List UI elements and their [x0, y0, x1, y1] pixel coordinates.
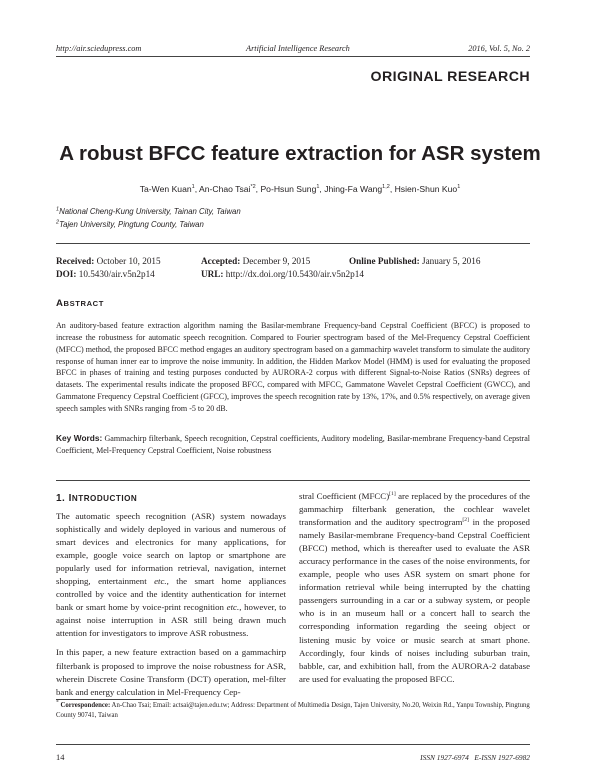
- accepted-date: [201, 256, 310, 266]
- footnote-label: Correspondence:: [60, 702, 111, 709]
- received-date: [56, 256, 161, 266]
- affiliation-text: Tajen University, Pingtung County, Taiwan: [59, 220, 204, 229]
- received-label: Received:: [56, 256, 95, 266]
- header-url[interactable]: http://air.sciedupress.com: [56, 44, 142, 53]
- column-left: [56, 510, 286, 699]
- affiliation-text: National Cheng-Kung University, Tainan City, Taiwan: [59, 207, 241, 216]
- affiliation: [56, 220, 204, 229]
- text-run: are replaced by the procedures of the gammachirp filterbank generation, the cochlear wavelet transformation and the auditory spectrogram: [299, 491, 530, 528]
- abstract-heading-cap: A: [56, 298, 64, 309]
- text-run: in the proposed namely Basilar-membrane Frequency-band Cepstral Coefficient (BFCC) method, which is thereafter used to evaluate the ASR accuracy performance in the cases of the noise environments, for example, people who uses ASR system on smart phone for information retrieval while being interrupted by the chatting passengers surrounding in a car or a subway system, or people who is in an museum hall or a concert hall to search the corresponding information regarding the seeing object or listening music by voice or music search at smart phone. Accordingly, four kinds of noises including suburban train, babble, car, and exhibition hall, from the AURORA-2 database are used for evaluating the proposed BFCC.: [299, 517, 530, 684]
- divider: [56, 243, 530, 244]
- keywords-text: Gammachirp filterbank, Speech recognition, Cepstral coefficients, Auditory modeling, Basilar-membrane Frequency-band Cepstral Coefficient, Mel-Frequency Cepstral Coefficient, Noise robustness: [56, 434, 531, 455]
- affiliation: [56, 207, 241, 216]
- url-line: [201, 269, 364, 279]
- url-label: URL:: [201, 269, 224, 279]
- text-run: The automatic speech recognition (ASR) system nowadays sophistically and widely deployed in various and numerous of smart devices and electronics for many applications, for example, google voice search on laptop or smartphone are popularly used for information retrieval, navigation, internet shopping, entertainment: [56, 511, 286, 587]
- footer-rule: [56, 744, 530, 745]
- text-run: , however, to against noise interruption in ASR still being drawn much attention for investigators to improve ASR robustness.: [56, 602, 286, 639]
- divider: [56, 480, 530, 481]
- issn-print: ISSN 1927-6974: [420, 753, 469, 762]
- text-run: etc.: [226, 602, 240, 613]
- doi: [56, 269, 155, 279]
- column-right: [299, 490, 530, 686]
- published-label: Online Published:: [349, 256, 420, 266]
- section-number: 1.: [56, 493, 66, 504]
- keywords: [56, 433, 530, 457]
- author: Ta-Wen Kuan: [139, 184, 192, 194]
- author: An-Chao Tsai: [199, 184, 251, 194]
- paragraph: [56, 510, 286, 640]
- accepted-value: December 9, 2015: [242, 256, 311, 266]
- accepted-label: Accepted:: [201, 256, 241, 266]
- author-sup: 1: [191, 184, 195, 191]
- paragraph: In this paper, a new feature extraction based on a gammachirp filterbank is proposed to improve the noise robustness for ASR, wherein Discrete Cosine Transform (DCT) operation, mel-filter bank and energy calculation in Mel-Frequency Cep-: [56, 647, 286, 697]
- affiliation-sup: 1: [56, 206, 60, 213]
- author-sup: *2: [250, 184, 256, 191]
- paper-title: A robust BFCC feature extraction for ASR system: [59, 142, 541, 165]
- author-list: Ta-Wen Kuan$^1$, An-Chao Tsai$^{*2}$, Po-Hsun Sung$^1$, Jhing-Fa Wang$^{1,2}$, Hsien-Shun Kuo$^1$: [139, 184, 461, 194]
- issn: [420, 753, 530, 762]
- abstract-text: An auditory-based feature extraction algorithm naming the Basilar-membrane Frequency-band Cepstral Coefficient (BFCC) is proposed to increase the robustness for automatic speech recognition. Compared to Fourier spectrogram based of the Mel-Frequency Cepstral Coefficient (MFCC) method, the proposed BFCC method engages an auditory spectrogram based on a gammachirp wavelet transform to simulate the auditory response of human inner ear to improve the noise immunity. In addition, the Hidden Markov Model (HMM) is used for evaluating the proposed BFCC in phases of training and testing purposes conducted by AURORA-2 corpus with different Signal-to-Noise Ratios (SNRs) degrees of datasets. The experimental results indicate the proposed BFCC, compared with MFCC, Gammatone Wavelet Cepstral Coefficient (GWCC), and Gammatone Frequency Cepstral Coefficient (GFCC), improves the speech recognition rate by 13%, 17%, and 0.5% respectively, on average given speech samples with SNRs ranging from -5 to 20 dB.: [56, 321, 530, 413]
- doi-label: DOI:: [56, 269, 77, 279]
- abstract-heading-rest: BSTRACT: [63, 299, 105, 308]
- text-run: stral Coefficient (MFCC): [299, 491, 390, 501]
- author-sup: 1: [316, 184, 320, 191]
- issn-electronic: E-ISSN 1927-6982: [474, 753, 530, 762]
- author-sup: 1: [457, 184, 461, 191]
- paragraph: [299, 490, 530, 686]
- doi-url-link[interactable]: http://dx.doi.org/10.5430/air.v5n2p14: [225, 269, 364, 279]
- affiliation-sup: 2: [56, 219, 60, 226]
- author: Jhing-Fa Wang: [324, 184, 383, 194]
- footnote-marker: *: [56, 699, 59, 706]
- correspondence-footnote: [56, 701, 530, 721]
- article-type: ORIGINAL RESEARCH: [370, 69, 530, 85]
- header-journal: Artificial Intelligence Research: [246, 44, 350, 53]
- author-sup: 1,2: [382, 184, 390, 191]
- footnote-rule: [56, 699, 168, 700]
- author: Po-Hsun Sung: [260, 184, 317, 194]
- received-value: October 10, 2015: [96, 256, 161, 266]
- author: Hsien-Shun Kuo: [394, 184, 458, 194]
- keywords-label: Key Words:: [56, 433, 103, 443]
- text-run: , the smart home appliances controlled by voice and the identity authentication for internet bank or smart home by voice-print recognition: [56, 576, 286, 613]
- published-value: January 5, 2016: [422, 256, 481, 266]
- header-volume: 2016, Vol. 5, No. 2: [468, 44, 530, 53]
- header-rule: [56, 56, 530, 57]
- section-heading-rest: NTRODUCTION: [71, 494, 138, 503]
- abstract-heading: [56, 298, 104, 309]
- section-heading-cap: I: [68, 493, 72, 504]
- citation-link[interactable]: [2]: [462, 517, 469, 524]
- footnote-text: An-Chao Tsai; Email: actsai@tajen.edu.tw; Address: Department of Multimedia Design, Tajen University, No.20, Weixin Rd., Yanpu Township, Pingtung County 90741, Taiwan: [56, 702, 530, 720]
- section-heading: [56, 493, 137, 504]
- published-date: [349, 256, 480, 266]
- citation-link[interactable]: [1]: [389, 491, 396, 498]
- page-number: 14: [56, 753, 65, 762]
- text-run: etc.: [154, 576, 167, 587]
- doi-value[interactable]: 10.5430/air.v5n2p14: [78, 269, 155, 279]
